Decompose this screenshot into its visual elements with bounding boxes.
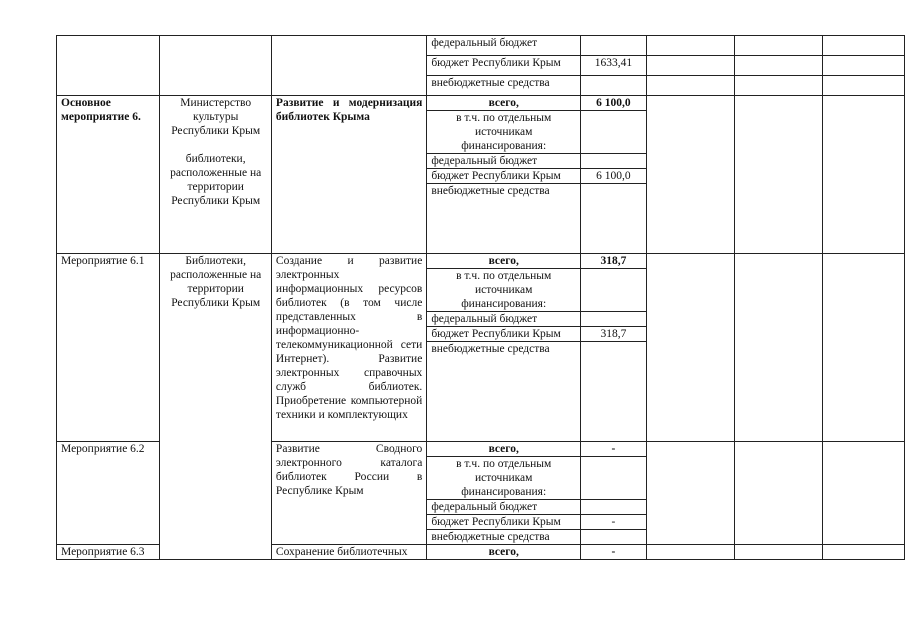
activity-name: Развитие и модернизация библиотек Крыма (271, 96, 426, 254)
activity-id: Мероприятие 6.1 (57, 254, 160, 442)
budget-table (56, 35, 905, 560)
empty-cell (646, 545, 734, 560)
source-label: внебюджетные средства (427, 76, 581, 96)
activity-id: Мероприятие 6.2 (57, 442, 160, 545)
empty-cell (823, 442, 905, 545)
table-row (57, 254, 905, 269)
total-value (581, 76, 647, 96)
source-label: в т.ч. по отдельным источникам финансирования: (427, 111, 581, 154)
empty-cell (823, 545, 905, 560)
source-label: федеральный бюджет (427, 500, 581, 515)
total-value (581, 500, 647, 515)
empty-cell (823, 96, 905, 254)
source-label: всего, (427, 96, 581, 111)
empty-cell (646, 442, 734, 545)
source-label: федеральный бюджет (427, 154, 581, 169)
total-value: - (581, 442, 647, 457)
empty-cell (646, 254, 734, 442)
empty-cell (646, 96, 734, 254)
source-label: бюджет Республики Крым (427, 515, 581, 530)
empty-cell (646, 36, 734, 56)
empty-cell (735, 56, 823, 76)
total-value: 318,7 (581, 327, 647, 342)
total-value (581, 312, 647, 327)
empty-cell (646, 56, 734, 76)
total-value: 6 100,0 (581, 169, 647, 184)
source-label: внебюджетные средства (427, 184, 581, 254)
activity-executor: Библиотеки, расположенные на территории Республики Крым (160, 254, 271, 560)
empty-cell (646, 76, 734, 96)
cell-id (57, 36, 160, 96)
source-label: всего, (427, 254, 581, 269)
empty-cell (823, 254, 905, 442)
source-label: федеральный бюджет (427, 312, 581, 327)
total-value: - (581, 545, 647, 560)
total-value: 318,7 (581, 254, 647, 269)
empty-cell (735, 76, 823, 96)
source-label: бюджет Республики Крым (427, 327, 581, 342)
source-label: бюджет Республики Крым (427, 169, 581, 184)
activity-id: Основное мероприятие 6. (57, 96, 160, 254)
total-value: 1633,41 (581, 56, 647, 76)
source-label: федеральный бюджет (427, 36, 581, 56)
source-label: в т.ч. по отдельным источникам финансирования: (427, 457, 581, 500)
total-value (581, 36, 647, 56)
activity-name: Развитие Сводного электронного каталога библиотек России в Республике Крым (271, 442, 426, 545)
total-value (581, 269, 647, 312)
total-value (581, 342, 647, 442)
cell-executor (160, 36, 271, 96)
source-label: всего, (427, 442, 581, 457)
source-label: в т.ч. по отдельным источникам финансирования: (427, 269, 581, 312)
empty-cell (823, 36, 905, 56)
total-value (581, 184, 647, 254)
total-value (581, 111, 647, 154)
total-value: 6 100,0 (581, 96, 647, 111)
source-label: внебюджетные средства (427, 342, 581, 442)
empty-cell (735, 545, 823, 560)
source-label: бюджет Республики Крым (427, 56, 581, 76)
source-label: всего, (427, 545, 581, 560)
empty-cell (735, 96, 823, 254)
total-value: - (581, 515, 647, 530)
activity-name: Сохранение библиотечных (271, 545, 426, 560)
table-row (57, 36, 905, 56)
activity-executor: Министерство культуры Республики Крым библиотеки, расположенные на территории Республики Крым (160, 96, 271, 254)
total-value (581, 154, 647, 169)
total-value (581, 530, 647, 545)
empty-cell (823, 56, 905, 76)
empty-cell (735, 442, 823, 545)
empty-cell (823, 76, 905, 96)
activity-id: Мероприятие 6.3 (57, 545, 160, 560)
empty-cell (735, 254, 823, 442)
source-label: внебюджетные средства (427, 530, 581, 545)
empty-cell (735, 36, 823, 56)
total-value (581, 457, 647, 500)
table-row (57, 96, 905, 111)
cell-name (271, 36, 426, 96)
activity-name: Создание и развитие электронных информационных ресурсов библиотек (в том числе представленных в информационно-телекоммуникационной сети Интернет). Развитие электронных справочных служб библиотек. Приобретение компьютерной техники и комплектующих (271, 254, 426, 442)
